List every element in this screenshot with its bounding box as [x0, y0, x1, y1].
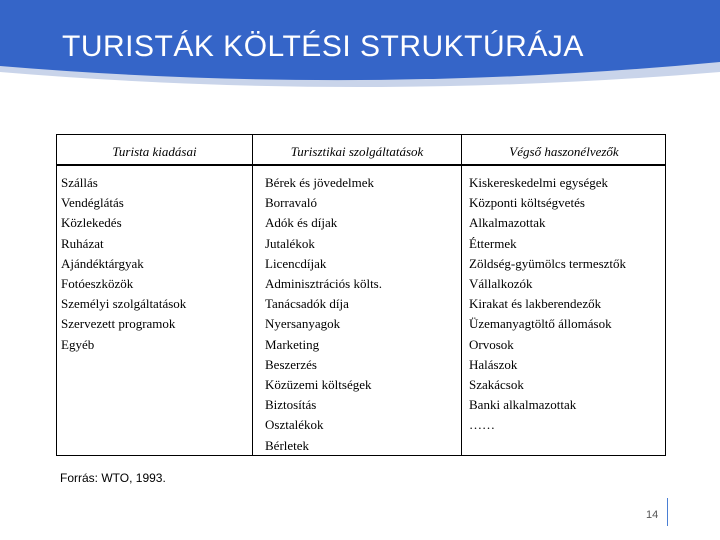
column-tourist-spending: [61, 173, 186, 355]
list-item: Ruházat: [61, 235, 104, 251]
column-divider: [461, 135, 462, 455]
list-item: Licencdíjak: [265, 255, 327, 271]
list-item: Szakácsok: [469, 377, 524, 393]
list-item: Bérek és jövedelmek: [265, 175, 375, 190]
column-header-tourism-services: Turisztikai szolgáltatások: [290, 144, 424, 159]
list-item: Jutalékok: [265, 235, 315, 251]
list-item: Szállás: [61, 175, 98, 190]
list-item: Nyersanyagok: [265, 316, 341, 332]
list-item: Egyéb: [61, 336, 95, 352]
column-divider: [252, 135, 253, 455]
list-item: ……: [469, 417, 495, 433]
page-title: TURISTÁK KÖLTÉSI STRUKTÚRÁJA: [62, 30, 584, 63]
page-number-divider: [667, 498, 668, 526]
list-item: Fotóeszközök: [61, 276, 134, 292]
list-item: Alkalmazottak: [469, 215, 546, 231]
spending-table: [56, 134, 666, 456]
page-number: 14: [646, 509, 659, 521]
list-item: Közlekedés: [61, 215, 122, 231]
list-item: Személyi szolgáltatások: [61, 296, 187, 312]
list-item: Bérletek: [265, 437, 310, 453]
list-item: Üzemanyagtöltő állomások: [469, 316, 612, 332]
column-final-beneficiaries: [469, 173, 626, 436]
source-citation: Forrás: WTO, 1993.: [60, 471, 166, 485]
list-item: Halászok: [469, 356, 518, 372]
list-item: Kiskereskedelmi egységek: [469, 175, 608, 190]
list-item: Közüzemi költségek: [265, 377, 372, 393]
list-item: Éttermek: [469, 235, 517, 251]
header-banner: [0, 0, 720, 100]
list-item: Osztalékok: [265, 417, 324, 433]
list-item: Vendéglátás: [61, 195, 124, 211]
column-header-tourist-spending: Turista kiadásai: [112, 144, 197, 159]
list-item: Adók és díjak: [265, 215, 338, 231]
list-item: Biztosítás: [265, 397, 317, 413]
list-item: Tanácsadók díja: [265, 296, 349, 312]
list-item: Beszerzés: [265, 356, 317, 372]
list-item: Marketing: [265, 336, 320, 352]
list-item: Orvosok: [469, 336, 514, 352]
list-item: Központi költségvetés: [469, 195, 585, 211]
column-header-final-beneficiaries: Végső haszonélvezők: [509, 144, 619, 159]
list-item: Adminisztrációs költs.: [265, 276, 382, 292]
column-tourism-services: [265, 173, 382, 456]
list-item: Ajándéktárgyak: [61, 255, 144, 271]
list-item: Kirakat és lakberendezők: [469, 296, 602, 312]
list-item: Szervezett programok: [61, 316, 176, 332]
list-item: Banki alkalmazottak: [469, 397, 577, 413]
list-item: Zöldség-gyümölcs termesztők: [469, 255, 627, 271]
list-item: Borravaló: [265, 195, 317, 211]
list-item: Vállalkozók: [469, 276, 533, 292]
